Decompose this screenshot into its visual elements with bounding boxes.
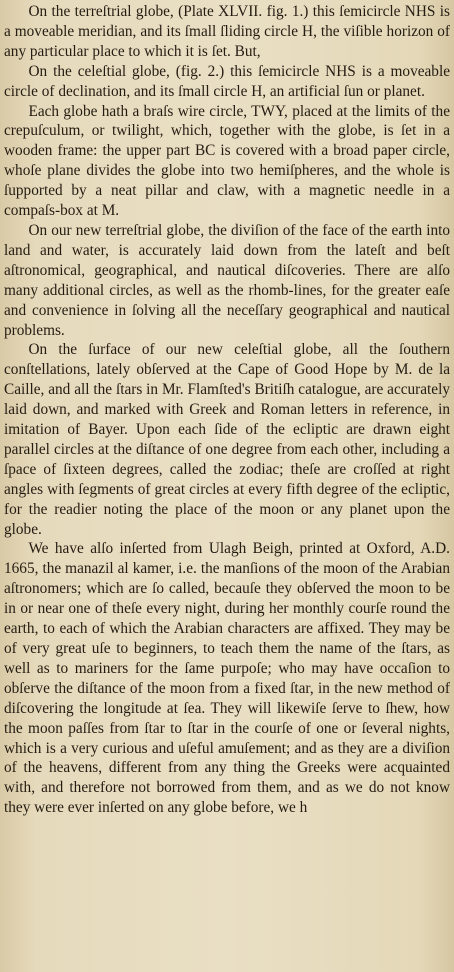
paragraph-terrestrial-meridian: On the terreſtrial globe, (Plate XLVII. fig. 1.) this ſemicircle NHS is a moveable meridian, and its ſmall ſliding circle H, the viſible horizon of any particular place to which it is ſet. But,	[4, 3, 450, 60]
paragraph-wire-circle: Each globe hath a braſs wire circle, TWY, placed at the limits of the crepuſculum, or twilight, which, together with the globe, is ſet in a wooden frame: the upper part BC is covered with a broad paper circle, whoſe plane divides the globe into two hemiſpheres, and the whole is ſupported by a neat pillar and claw, with a magnetic needle in a compaſs-box at M.	[4, 102, 450, 220]
body-text	[4, 2, 450, 818]
paragraph-celestial-declination: On the celeſtial globe, (fig. 2.) this ſemicircle NHS is a moveable circle of declination, and its ſmall circle H, an artificial ſun or planet.	[4, 62, 450, 100]
paragraph-terrestrial-globe: On our new terreſtrial globe, the diviſion of the face of the earth into land and water, is accurately laid down from the lateſt and beſt aſtronomical, geographical, and nautical diſcoveries. There are alſo many additional circles, as well as the rhomb-lines, for the greater eaſe and convenience in ſolving all the neceſſary geographical and nautical problems.	[4, 221, 450, 339]
paragraph-ulagh-beigh: We have alſo inſerted from Ulagh Beigh, printed at Oxford, A.D. 1665, the manazil al kamer, i.e. the manſions of the moon of the Arabian aſtronomers; which are ſo called, becauſe they obſerved the moon to be in or near one of theſe every night, during her monthly courſe round the earth, to each of which the Arabian characters are affixed. They may be of very great uſe to beginners, to teach them the name of the ſtars, as well as to mariners for the ſame purpoſe; who may have occaſion to obſerve the diſtance of the moon from a fixed ſtar, in the new method of diſcovering the longitude at ſea. They will likewiſe ſerve to ſhew, how the moon paſſes from ſtar to ſtar in the courſe of one or ſeveral nights, which is a very curious and uſeful amuſement; and as they are a diviſion of the heavens, different from any thing the Greeks were acquainted with, and therefore not borrowed from them, and as we do not know they were ever inſerted on any globe before, we h	[4, 540, 450, 817]
paragraph-celestial-globe: On the ſurface of our new celeſtial globe, all the ſouthern conſtellations, lately obſerved at the Cape of Good Hope by M. de la Caille, and all the ſtars in Mr. Flamſted's Britiſh catalogue, are accurately laid down, and marked with Greek and Roman letters in reference, in imitation of Bayer. Upon each ſide of the ecliptic are drawn eight parallel circles at the diſtance of one degree from each other, including a ſpace of ſixteen degrees, called the zodiac; theſe are croſſed at right angles with ſegments of great circles at every fifth degree of the ecliptic, for the readier noting the place of the moon or any planet upon the globe.	[4, 341, 450, 538]
